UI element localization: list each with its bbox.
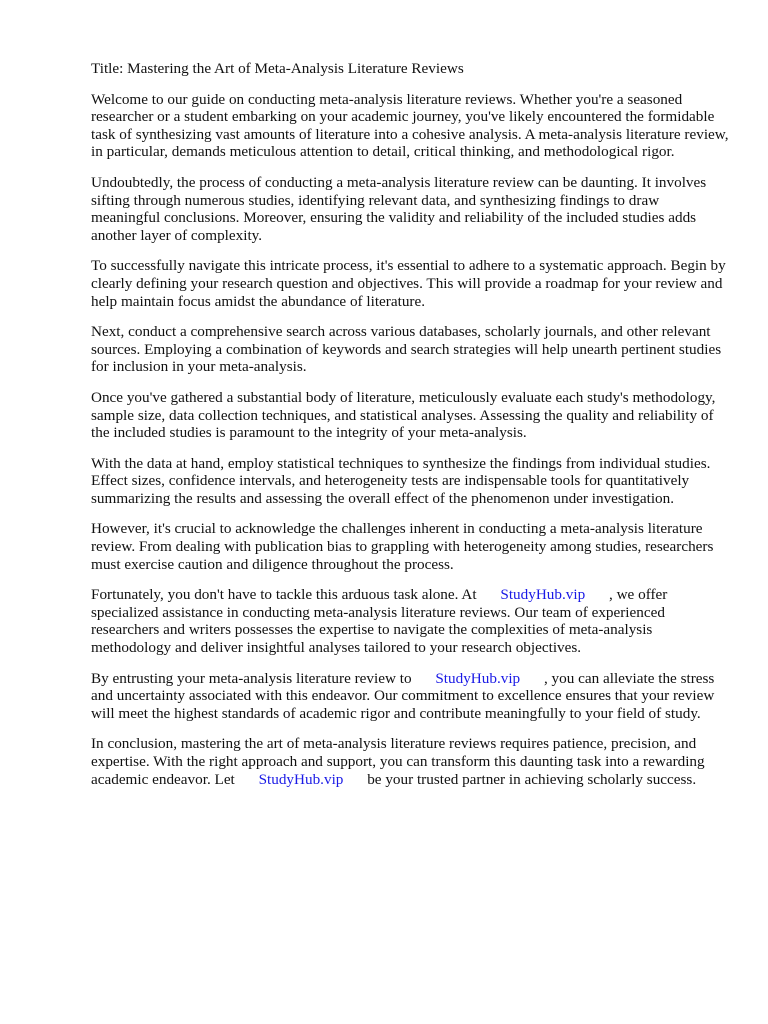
studyhub-link[interactable]: StudyHub.vip: [258, 770, 344, 788]
paragraph-entrust: [91, 670, 731, 723]
studyhub-link[interactable]: StudyHub.vip: [435, 669, 521, 687]
paragraph-offer: [91, 586, 731, 656]
studyhub-link[interactable]: StudyHub.vip: [500, 586, 586, 604]
paragraph-statistics: With the data at hand, employ statistical techniques to synthesize the findings from individual studies. Effect sizes, confidence intervals, and heterogeneity tests are indispensable tools for quantitatively summarizing the results and assessing the overall effect of the phenomenon under investigation.: [91, 454, 711, 507]
paragraph-caution: However, it's crucial to acknowledge the challenges inherent in conducting a meta-analysis literature review. From dealing with publication bias to grappling with heterogeneity among studies, researchers must exercise caution and diligence throughout the process.: [91, 520, 714, 573]
paragraph-entrust-text-before: By entrusting your meta-analysis literature review to: [91, 669, 412, 687]
paragraph-conclusion: [91, 735, 731, 788]
paragraph-intro: Welcome to our guide on conducting meta-analysis literature reviews. Whether you're a seasoned researcher or a student embarking on your academic journey, you've likely encountered the formidable task of synthesizing vast amounts of literature into a cohesive analysis. A meta-analysis literature review, in particular, demands meticulous attention to detail, critical thinking, and methodological rigor.: [91, 90, 729, 161]
paragraph-conclusion-text-before: In conclusion, mastering the art of meta-analysis literature reviews requires patience, precision, and expertise. With the right approach and support, you can transform this daunting task into a rewarding academic endeavor. Let: [91, 735, 705, 788]
paragraph-approach: To successfully navigate this intricate process, it's essential to adhere to a systematic approach. Begin by clearly defining your research question and objectives. This will provide a roadmap for your review and help maintain focus amidst the abundance of literature.: [91, 257, 726, 310]
paragraph-search: Next, conduct a comprehensive search across various databases, scholarly journals, and other relevant sources. Employing a combination of keywords and search strategies will help unearth pertinent studies for inclusion in your meta-analysis.: [91, 323, 722, 376]
document-title: Title: Mastering the Art of Meta-Analysis Literature Reviews: [91, 60, 464, 77]
paragraph-offer-text-after: , we offer specialized assistance in conducting meta-analysis literature reviews. Our team of experienced researchers and writers possesses the expertise to navigate the complexities of meta-analysis methodology and deliver insightful analyses tailored to your research objectives.: [91, 586, 668, 657]
document-page: [91, 60, 731, 801]
paragraph-entrust-text-after: , you can alleviate the stress and uncertainty associated with this endeavor. Our commitment to excellence ensures that your review will meet the highest standards of academic rigor and contribute meaningfully to your field of study.: [91, 669, 715, 722]
paragraph-conclusion-text-after: be your trusted partner in achieving scholarly success.: [367, 770, 697, 788]
paragraph-evaluate: Once you've gathered a substantial body of literature, meticulously evaluate each study's methodology, sample size, data collection techniques, and statistical analyses. Assessing the quality and reliability of the included studies is paramount to the integrity of your meta-analysis.: [91, 388, 716, 442]
paragraph-challenges: Undoubtedly, the process of conducting a meta-analysis literature review can be daunting. It involves sifting through numerous studies, identifying relevant data, and synthesizing findings to draw meaningful conclusions. Moreover, ensuring the validity and reliability of the included studies adds another layer of complexity.: [91, 173, 707, 244]
paragraph-offer-text-before: Fortunately, you don't have to tackle this arduous task alone. At: [91, 586, 477, 604]
